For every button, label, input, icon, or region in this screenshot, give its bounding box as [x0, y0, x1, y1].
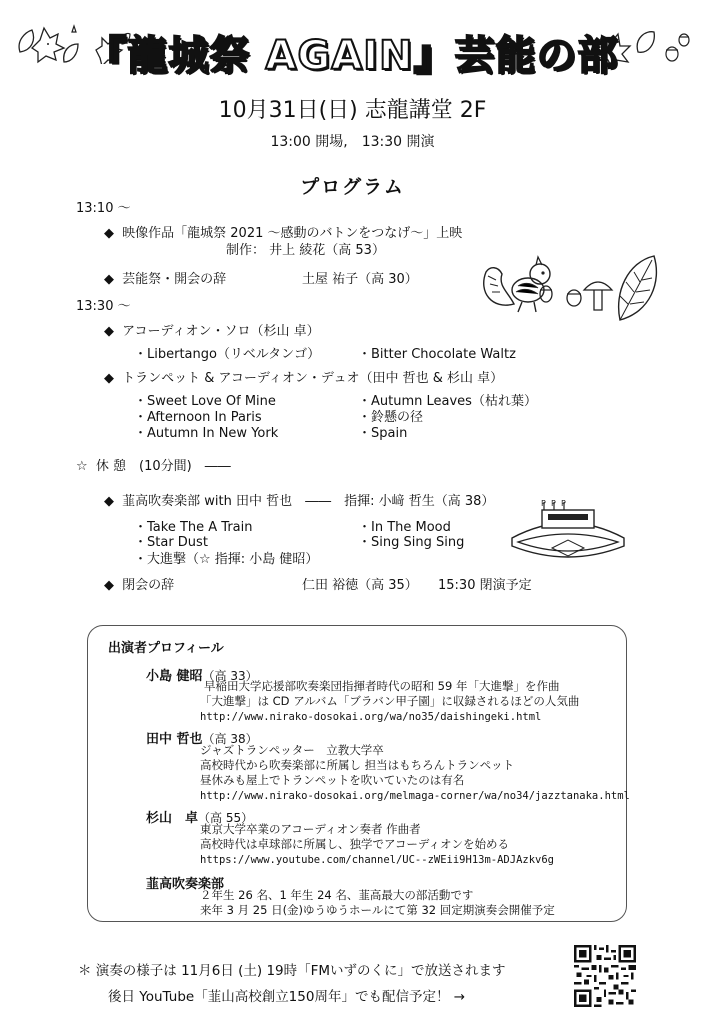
event-time: 13:00 開場, 13:30 開演: [270, 134, 435, 150]
profile-line: 早稲田大学応援部吹奏楽団指揮者時代の昭和 59 年「大進撃」を作曲: [204, 679, 560, 693]
diamond-icon: ◆: [104, 371, 114, 386]
program-item-4-text: トランペット & アコーディオン・デュオ（田中 哲也 & 杉山 卓）: [122, 371, 504, 386]
diamond-icon: ◆: [104, 226, 114, 241]
profile-line: 来年 3 月 25 日(金)ゆうゆうホールにて第 32 回定期演奏会開催予定: [200, 903, 555, 917]
song: ・Libertango（リベルタンゴ）: [134, 347, 321, 362]
program-item-1-text: 映像作品「龍城祭 2021 〜感動のバトンをつなげ〜」上映: [122, 226, 463, 241]
profile-age: （高 33）: [202, 669, 258, 683]
footer-youtube: 後日 YouTube「韮山高校創立150周年」でも配信予定！ →: [108, 989, 466, 1005]
song: ・Autumn In New York: [134, 426, 279, 441]
song: ・鈴懸の径: [358, 410, 424, 425]
event-date: 10月31日(日) 志龍講堂 2F: [218, 98, 487, 123]
diamond-icon: ◆: [104, 578, 114, 593]
program-item-6-person: 仁田 裕徳（高 35）: [302, 578, 418, 593]
program-item-3: [104, 320, 320, 339]
diamond-icon: ◆: [104, 272, 114, 287]
diamond-icon: ◆: [104, 324, 114, 339]
footer-broadcast: ＊ 演奏の様子は 11月6日 (土) 19時「FMいずのくに」で放送されます: [78, 963, 506, 979]
profile-line: 高校時代は卓球部に所属し、独学でアコーディオンを始める: [200, 837, 510, 851]
song: ・Autumn Leaves（枯れ葉）: [358, 394, 537, 409]
svg-text:P: P: [541, 499, 546, 508]
program-item-6-text: 閉会の辞: [122, 578, 175, 593]
program-item-2-text: 芸能祭・開会の辞: [122, 272, 227, 287]
stadium-icon: [508, 498, 628, 568]
profile-line: ２年生 26 名、1 年生 24 名、韮高最大の部活動です: [200, 888, 474, 902]
qr-code-icon[interactable]: [574, 945, 636, 1007]
program-item-3-text: アコーディオン・ソロ（杉山 卓）: [122, 324, 320, 339]
program-item-5-text: 韮高吹奏楽部 with 田中 哲也 ―― 指揮: 小﨑 哲生（高 38）: [122, 494, 495, 509]
time-1310: 13:10 〜: [76, 201, 131, 216]
profile-url[interactable]: http://www.nirako-dosokai.org/wa/no35/daishingeki.html: [200, 711, 542, 723]
profile-name: 杉山 卓: [146, 811, 199, 826]
program-item-1-credit: 制作： 井上 綾花（高 53）: [226, 243, 385, 258]
song: ・Bitter Chocolate Waltz: [358, 347, 516, 362]
profile-name: 小島 健昭: [146, 669, 203, 684]
song: ・In The Mood: [358, 520, 451, 535]
program-item-6: [104, 574, 174, 593]
song: ・大進撃（☆ 指揮: 小島 健昭）: [134, 552, 319, 567]
program-heading: プログラム: [300, 176, 405, 198]
song: ・Sweet Love Of Mine: [134, 394, 276, 409]
program-item-5: [104, 490, 494, 509]
profile-age: （高 38）: [202, 732, 258, 746]
profile-url[interactable]: https://www.youtube.com/channel/UC--zWEii9H13m-ADJAzkv6g: [200, 854, 555, 866]
profile-line: ジャズトランペッター 立教大学卒: [200, 743, 384, 757]
song: ・Afternoon In Paris: [134, 410, 262, 425]
profile-line: 昼休みも屋上でトランペットを吹いていたのは有名: [200, 773, 465, 787]
page-title: 『龍城祭 AGAIN』芸能の部: [86, 33, 619, 79]
song: ・Sing Sing Sing: [358, 535, 465, 550]
profile-name: 田中 哲也: [146, 732, 203, 747]
break-line: [76, 455, 231, 474]
svg-text:P: P: [561, 499, 566, 508]
program-item-2: [104, 268, 226, 287]
profile-line: 高校時代から吹奏楽部に所属し 担当はもちろんトランペット: [200, 758, 515, 772]
star-icon: ☆: [76, 459, 88, 474]
profile-url[interactable]: http://www.nirako-dosokai.org/melmaga-corner/wa/no34/jazztanaka.html: [200, 790, 630, 802]
profile-heading: 出演者プロフィール: [108, 641, 224, 656]
program-item-4: [104, 367, 503, 386]
time-1330: 13:30 〜: [76, 299, 131, 314]
song: ・Take The A Train: [134, 520, 253, 535]
profile-line: 東京大学卒業のアコーディオン奏者 作曲者: [200, 822, 421, 836]
break-text: 休 憩 (10分間) ――: [95, 459, 231, 474]
profile-line: 「大進撃」は CD アルバム「ブラバン甲子園」に収録されるほどの人気曲: [200, 694, 580, 708]
svg-text:P: P: [551, 499, 556, 508]
profile-name-band: 韮高吹奏楽部: [146, 877, 225, 892]
profile-age: （高 55）: [198, 811, 254, 825]
program-item-6-end: 15:30 閉演予定: [438, 578, 532, 593]
diamond-icon: ◆: [104, 494, 114, 509]
squirrel-icon: [478, 252, 618, 322]
song: ・Spain: [358, 426, 408, 441]
song: ・Star Dust: [134, 535, 208, 550]
program-item-2-person: 土屋 祐子（高 30）: [302, 272, 418, 287]
leaf-icon: [614, 252, 664, 324]
